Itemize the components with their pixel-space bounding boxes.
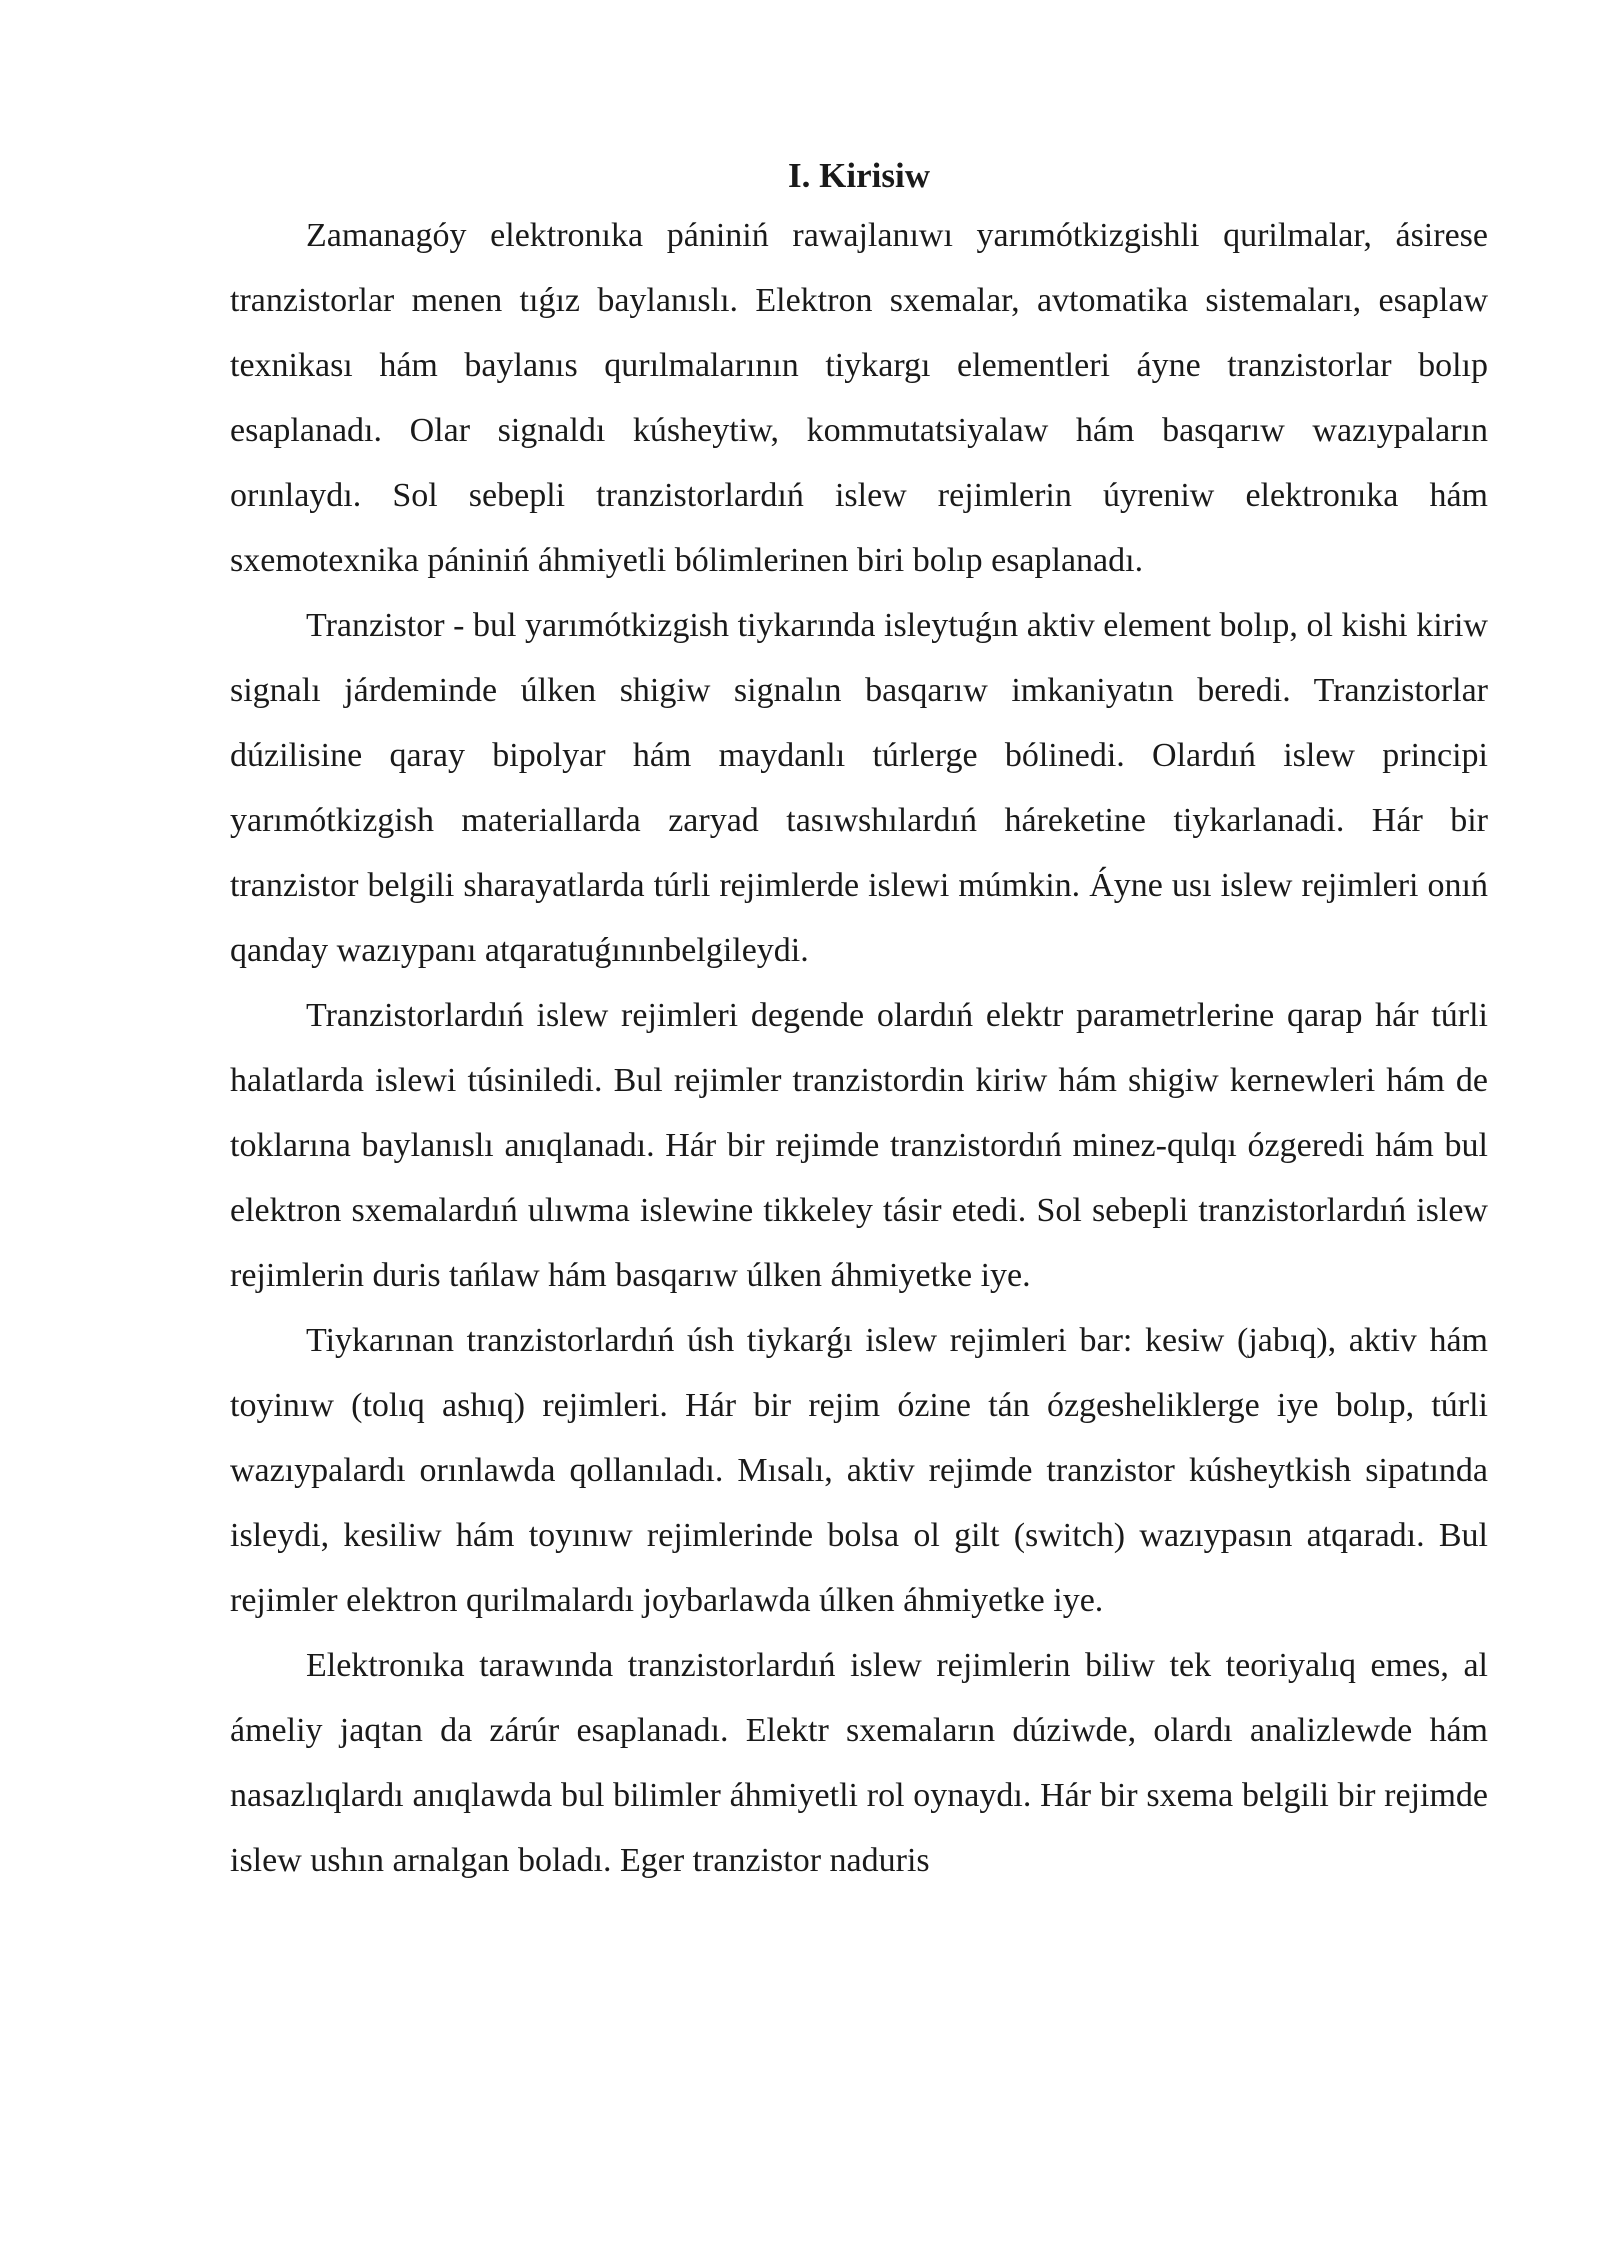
document-page bbox=[230, 150, 1488, 1893]
paragraph-5: Elektronıka tarawında tranzistorlardıń islew rejimlerin biliw tek teoriyalıq emes, al ámeliy jaqtan da zárúr esaplanadı. Elektr sxemaların dúziwde, olardı analizlewde hám nasazlıqlardı anıqlawda bul bilimler áhmiyetli rol oynaydı. Hár bir sxema belgili bir rejimde islew ushın arnalgan boladı. Eger tranzistor naduris bbox=[230, 1647, 1488, 1879]
paragraph-4: Tiykarınan tranzistorlardıń úsh tiykarǵı islew rejimleri bar: kesiw (jabıq), aktiv hám toyinıw (tolıq ashıq) rejimleri. Hár bir rejim ózine tán ózgesheliklerge iye bolıp, túrli wazıypalardı orınlawda qollanıladı. Mısalı, aktiv rejimde tranzistor kúsheytkish sipatında isleydi, kesiliw hám toyınıw rejimlerinde bolsa ol gilt (switch) wazıypasın atqaradı. Bul rejimler elektron qurilmalardı joybarlawda úlken áhmiyetke iye. bbox=[230, 1322, 1488, 1619]
paragraph-1: Zamanagóy elektronıka pániniń rawajlanıwı yarımótkizgishli qurilmalar, ásirese tranzistorlar menen tıǵız baylanıslı. Elektron sxemalar, avtomatika sistemaları, esaplaw texnikası hám baylanıs qurılmalarının tiykargı elementleri áyne tranzistorlar bolıp esaplanadı. Olar signaldı kúsheytiw, kommutatsiyalaw hám basqarıw wazıypaların orınlaydı. Sol sebepli tranzistorlardıń islew rejimlerin úyreniw elektronıka hám sxemotexnika pániniń áhmiyetli bólimlerinen biri bolıp esaplanadı. bbox=[230, 217, 1488, 579]
paragraph-3: Tranzistorlardıń islew rejimleri degende olardıń elektr parametrlerine qarap hár túrli halatlarda islewi túsiniledi. Bul rejimler tranzistordin kiriw hám shigiw kernewleri hám de toklarına baylanıslı anıqlanadı. Hár bir rejimde tranzistordıń minez-qulqı ózgeredi hám bul elektron sxemalardıń ulıwma islewine tikkeley tásir etedi. Sol sebepli tranzistorlardıń islew rejimlerin duris tańlaw hám basqarıw úlken áhmiyetke iye. bbox=[230, 997, 1488, 1294]
section-heading: I. Kirisiw bbox=[788, 156, 930, 195]
paragraph-2: Tranzistor - bul yarımótkizgish tiykarında isleytuǵın aktiv element bolıp, ol kishi kiriw signalı járdeminde úlken shigiw signalın basqarıw imkaniyatın beredi. Tranzistorlar dúzilisine qaray bipolyar hám maydanlı túrlerge bólinedi. Olardıń islew principi yarımótkizgish materiallarda zaryad tasıwshılardıń háreketine tiykarlanadi. Hár bir tranzistor belgili sharayatlarda túrli rejimlerde islewi múmkin. Áyne usı islew rejimleri onıń qanday wazıypanı atqaratuǵınınbelgileydi. bbox=[230, 607, 1488, 969]
